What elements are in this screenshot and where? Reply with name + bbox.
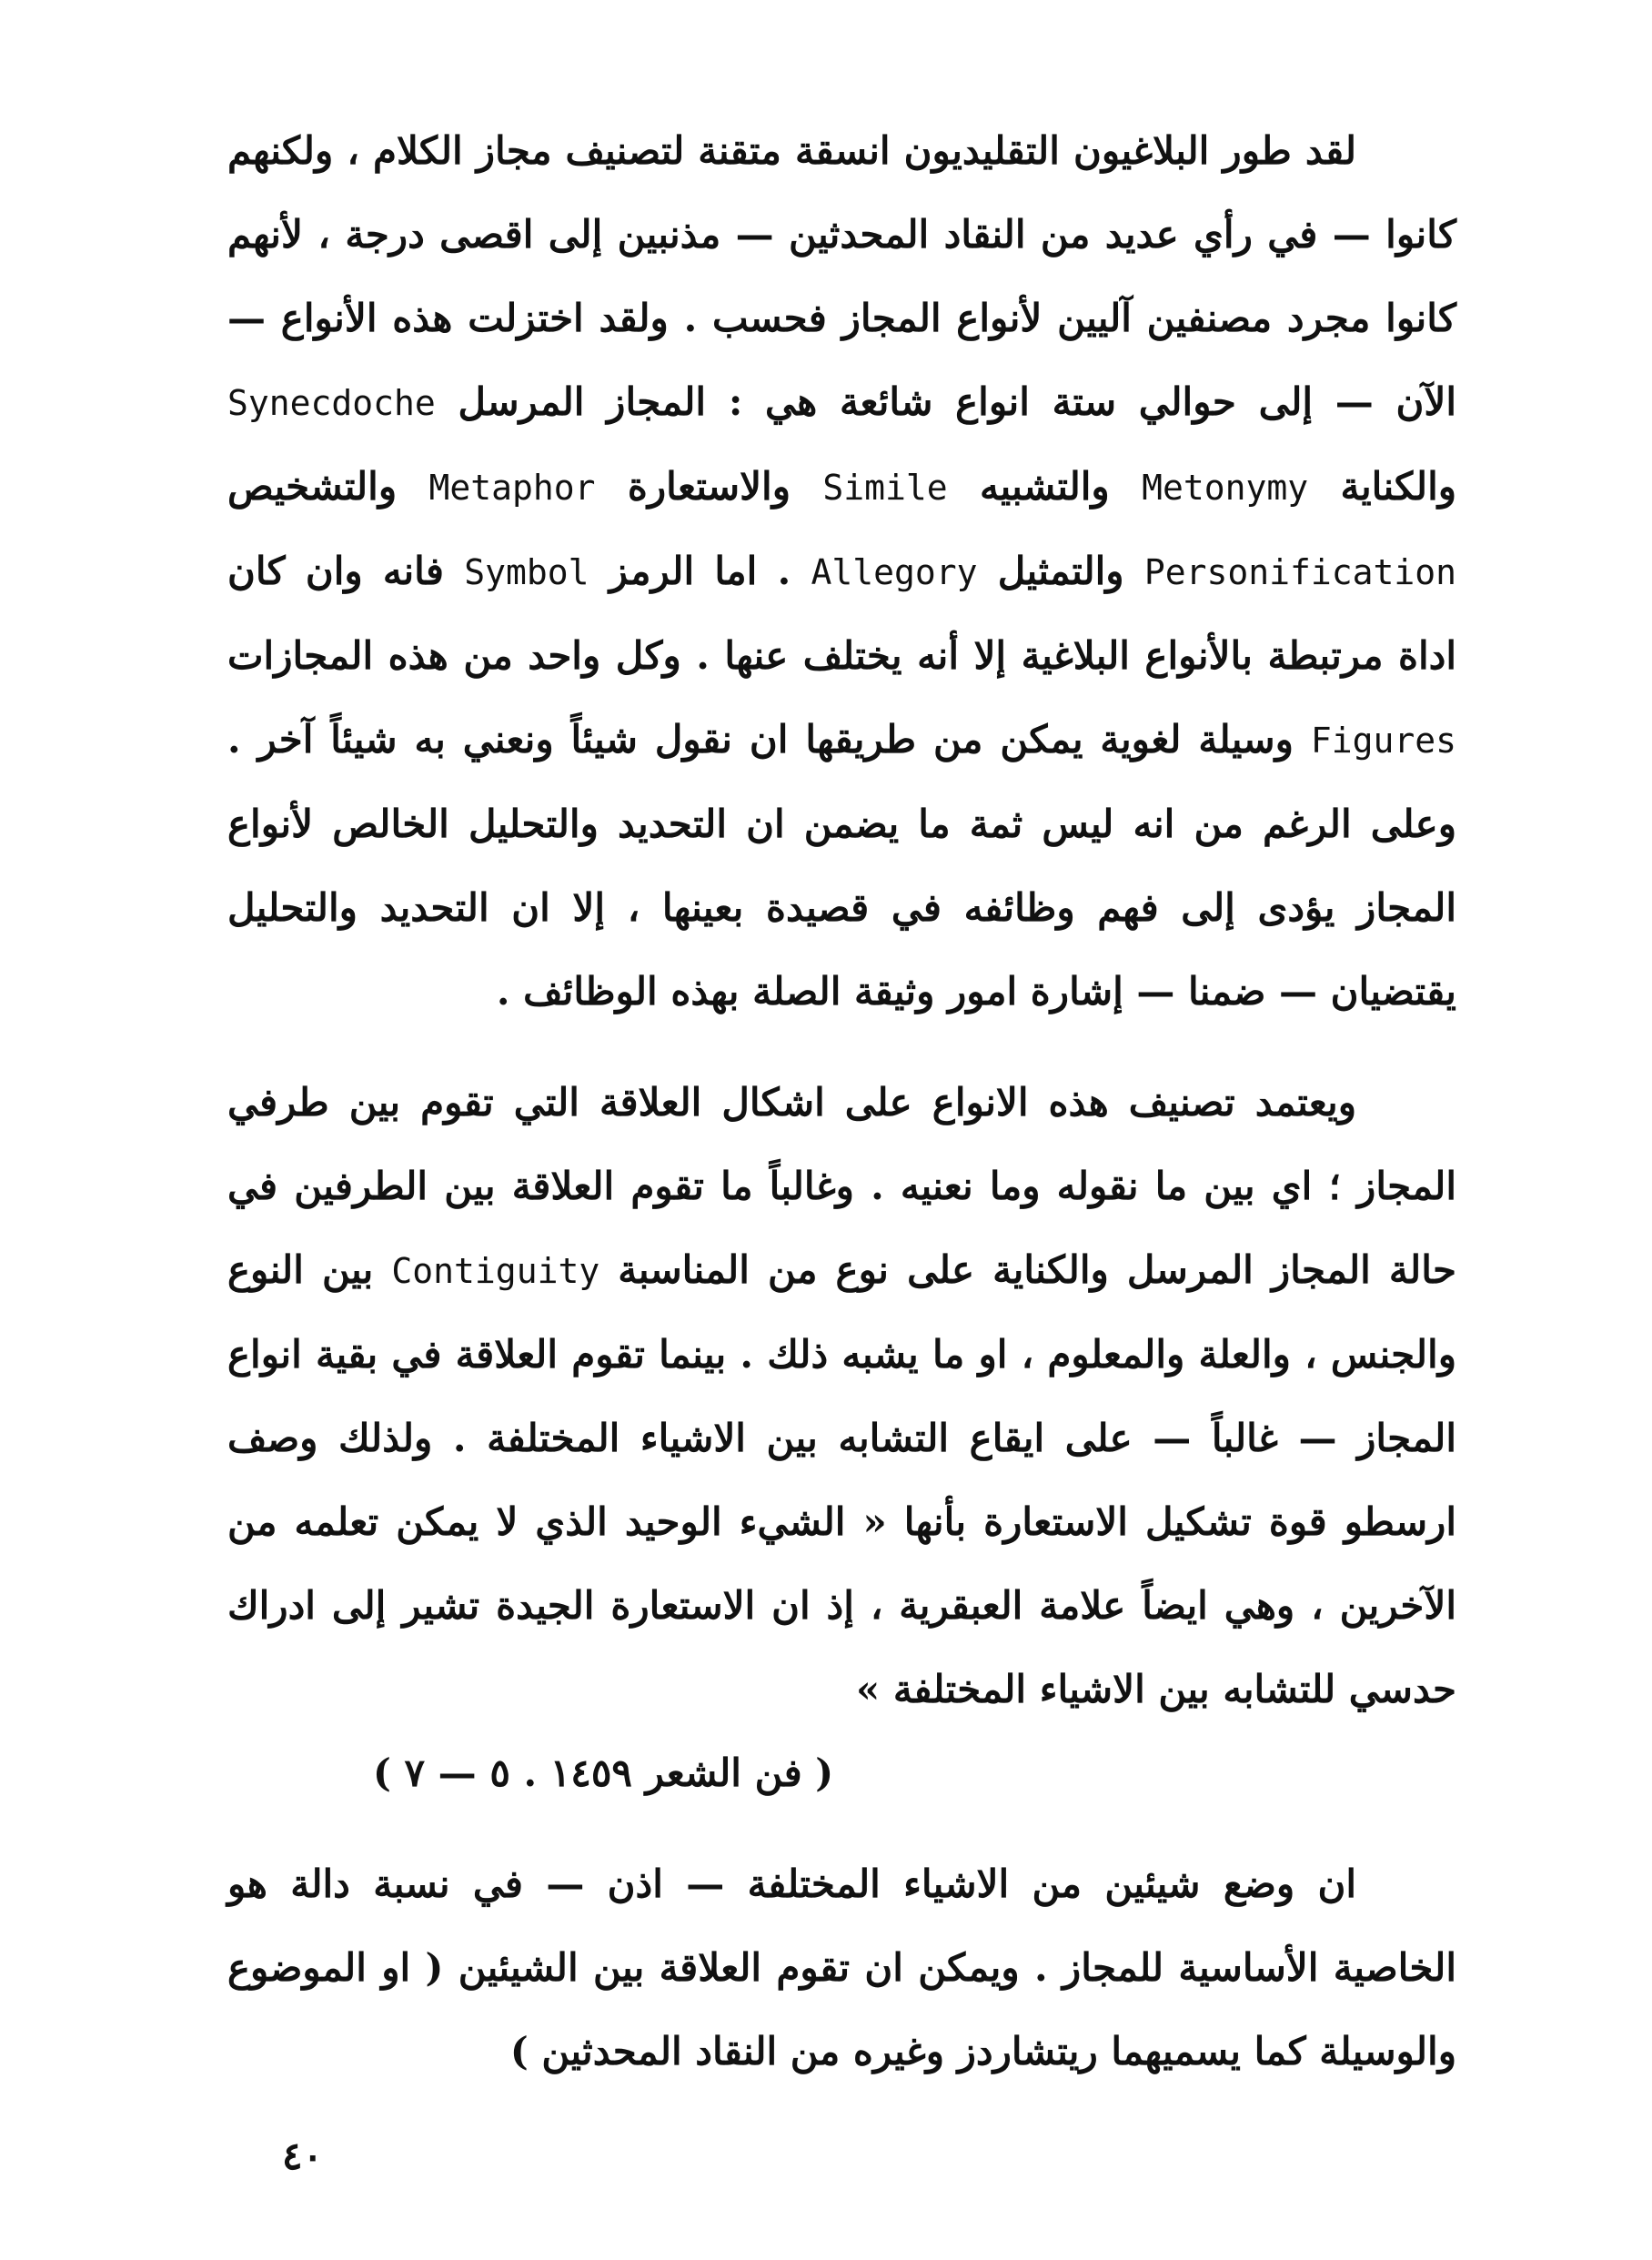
term-synecdoche: Synecdoche <box>227 383 436 423</box>
term-contiguity: Contiguity <box>391 1251 600 1291</box>
term-personification: Personification <box>1143 552 1456 592</box>
citation: ( فن الشعر ١٤٥٩ . ٥ — ٧ ) <box>373 1750 834 1795</box>
term-simile: Simile <box>822 468 948 508</box>
term-metaphor: Metaphor <box>428 468 596 508</box>
paragraph-1-text-g: . اما الرمز <box>609 549 791 593</box>
paragraph-2-text-a: ويعتمد تصنيف هذه الانواع على اشكال العلاقة التي تقوم بين طرفي المجاز ؛ اي بين ما نقوله وما نعنيه . وغالباً ما تقوم العلاقة بين الطرفين في حالة المجاز المرسل والكناية على نوع من المناسبة <box>227 1080 1456 1292</box>
page-number: ٤٠ <box>282 2134 324 2178</box>
paragraph-3 <box>227 1842 1456 2094</box>
paragraph-1-text-b: والكناية <box>1340 464 1457 509</box>
paragraph-1-text-e: والتشخيص <box>227 464 398 509</box>
paragraph-1-text-c: والتشبيه <box>979 464 1110 509</box>
term-figures: Figures <box>1310 721 1456 761</box>
term-symbol: Symbol <box>464 552 589 592</box>
paragraph-1-text-f: والتمثيل <box>997 549 1124 593</box>
paragraph-1-text-i: وسيلة لغوية يمكن من طريقها ان نقول شيئاً ونعني به شيئاً آخر . وعلى الرغم من انه ليس ثمة ما يضمن ان التحديد والتحليل الخالص لأنواع المجاز يؤدى إلى فهم وظائفه في قصيدة بعينها ، إلا ان التحديد والتحليل يقتضيان — ضمنا — إشارة امور وثيقة الصلة بهذه الوظائف . <box>227 717 1456 1014</box>
paragraph-3-text-a: ان وضع شيئين من الاشياء المختلفة — اذن — في نسبة دالة هو الخاصية الأساسية للمجاز . ويمكن ان تقوم العلاقة بين الشيئين ( او الموضوع والوسيلة كما يسميهما ريتشاردز وغيره من النقاد المحدثين ) <box>227 1861 1456 2073</box>
paragraph-1-text-d: والاستعارة <box>627 464 791 509</box>
paragraph-2-text-b: بين النوع والجنس ، والعلة والمعلوم ، او ما يشبه ذلك . بينما تقوم العلاقة في بقية انواع المجاز — غالباً — على ايقاع التشابه بين الاشياء المختلفة . ولذلك وصف ارسطو قوة تشكيل الاستعارة بأنها « الشيء الوحيد الذي لا يمكن تعلمه من الآخرين ، وهي ايضاً علامة العبقرية ، إذ ان الاستعارة الجيدة تشير إلى ادراك حدسي للتشابه بين الاشياء المختلفة » <box>227 1247 1457 1711</box>
paragraph-1-text-h: فانه وان كان اداة مرتبطة بالأنواع البلاغية إلا أنه يختلف عنها . وكل واحد من هذه المجازات <box>227 549 1456 678</box>
term-metonymy: Metonymy <box>1142 468 1309 508</box>
paragraph-1-text-a: لقد طور البلاغيون التقليديون انسقة متقنة لتصنيف مجاز الكلام ، ولكنهم كانوا — في رأي عديد من النقاد المحدثين — مذنبين إلى اقصى درجة ، لأنهم كانوا مجرد مصنفين آليين لأنواع المجاز فحسب . ولقد اختزلت هذه الأنواع — الآن — إلى حوالي ستة انواع شائعة هي : المجاز المرسل <box>227 128 1457 424</box>
term-allegory: Allegory <box>811 552 978 592</box>
paragraph-2 <box>227 1061 1456 1731</box>
paragraph-1 <box>227 109 1456 1034</box>
